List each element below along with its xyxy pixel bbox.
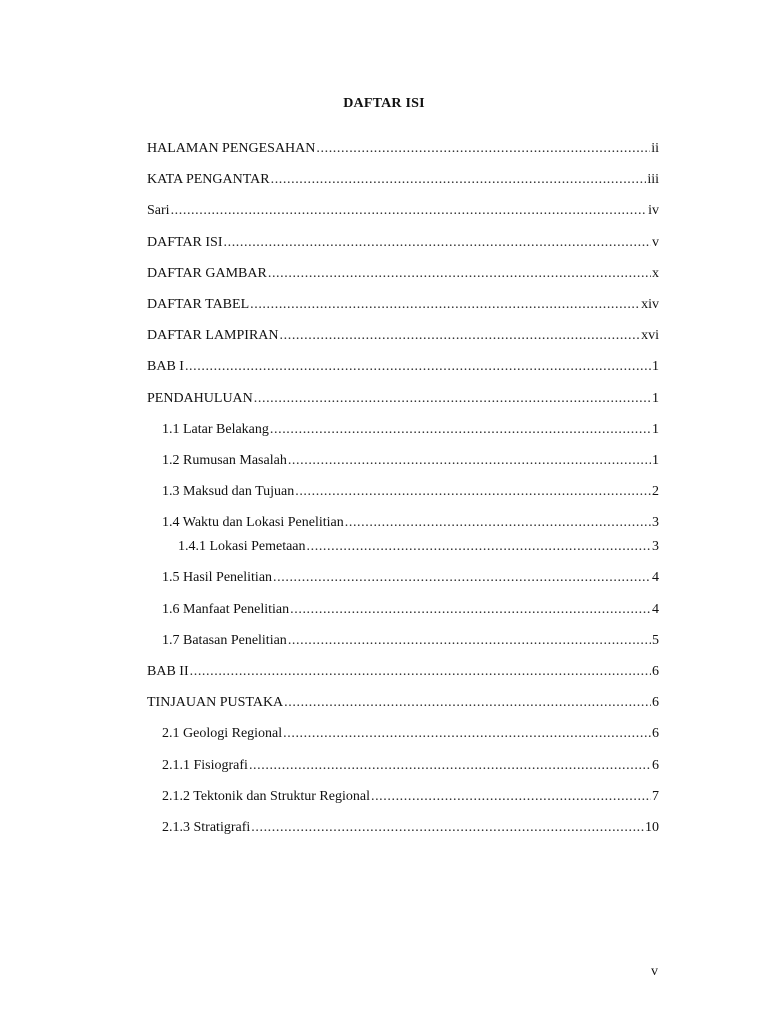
toc-entry-label: 1.3 Maksud dan Tujuan — [162, 484, 295, 500]
toc-leader-dots — [273, 568, 651, 588]
toc-leader-dots — [268, 264, 651, 284]
toc-entry-label: PENDAHULUAN — [147, 390, 253, 406]
toc-entry-label: 2.1.2 Tektonik dan Struktur Regional — [162, 788, 370, 804]
toc-entry[interactable] — [147, 693, 659, 724]
toc-entry-page: 6 — [652, 695, 659, 711]
toc-entry[interactable] — [147, 201, 659, 232]
toc-entry-label: 1.6 Manfaat Penelitian — [162, 601, 290, 617]
toc-entry[interactable] — [147, 451, 659, 482]
toc-leader-dots — [251, 818, 644, 838]
toc-entry[interactable] — [147, 724, 659, 755]
toc-leader-dots — [185, 357, 651, 377]
toc-entry-label: 1.2 Rumusan Masalah — [162, 452, 287, 468]
toc-entry-page: iii — [647, 172, 659, 188]
toc-entry-page: ii — [651, 141, 659, 156]
toc-entry[interactable] — [147, 818, 659, 849]
toc-entry[interactable] — [147, 756, 659, 787]
toc-entry-label: DAFTAR LAMPIRAN — [147, 328, 279, 344]
toc-entry[interactable] — [147, 264, 659, 295]
toc-entry[interactable] — [147, 233, 659, 264]
toc-leader-dots — [284, 693, 651, 713]
toc-entry[interactable] — [147, 482, 659, 513]
toc-entry-label: Sari — [147, 203, 170, 219]
toc-entry-label: DAFTAR TABEL — [147, 296, 250, 312]
toc-entry-label: 2.1.1 Fisiografi — [162, 757, 248, 773]
page-title: DAFTAR ISI — [343, 96, 425, 111]
toc-leader-dots — [288, 631, 651, 651]
toc-leader-dots — [283, 724, 651, 744]
toc-leader-dots — [290, 600, 651, 620]
toc-entry-page: 3 — [652, 539, 659, 555]
toc-entry-label: 2.1 Geologi Regional — [162, 726, 283, 742]
toc-entry-page: 7 — [652, 788, 659, 804]
toc-entry-label: 1.7 Batasan Penelitian — [162, 632, 287, 648]
page-number: v — [651, 964, 658, 979]
toc-leader-dots — [250, 295, 640, 315]
toc-entry-page: 1 — [652, 421, 659, 437]
toc-leader-dots — [190, 662, 651, 682]
toc-entry-label: 1.1 Latar Belakang — [162, 421, 269, 437]
toc-entry-page: xvi — [641, 328, 659, 344]
toc-entry-page: 1 — [652, 452, 659, 468]
toc-entry-page: 3 — [652, 515, 659, 531]
toc-leader-dots — [288, 451, 651, 471]
toc-entry[interactable] — [147, 600, 659, 631]
toc-leader-dots — [307, 537, 651, 557]
toc-entry[interactable] — [147, 295, 659, 326]
toc-entry[interactable] — [147, 662, 659, 693]
toc-entry[interactable] — [147, 787, 659, 818]
toc-entry-page: v — [652, 234, 659, 250]
toc-entry-label: TINJAUAN PUSTAKA — [147, 695, 284, 711]
toc-entry-label: 1.4 Waktu dan Lokasi Penelitian — [162, 515, 344, 531]
toc-leader-dots — [316, 139, 650, 159]
toc-entry-label: 1.4.1 Lokasi Pemetaan — [178, 539, 306, 555]
toc-entry[interactable] — [147, 389, 659, 420]
table-of-contents — [147, 139, 659, 849]
toc-leader-dots — [270, 420, 651, 440]
toc-entry[interactable] — [147, 357, 659, 388]
toc-leader-dots — [295, 482, 651, 502]
toc-entry-page: 6 — [652, 757, 659, 773]
toc-entry[interactable] — [147, 170, 659, 201]
toc-entry[interactable] — [147, 631, 659, 662]
toc-leader-dots — [249, 756, 651, 776]
toc-entry-page: 4 — [652, 570, 659, 586]
toc-entry[interactable] — [147, 139, 659, 170]
toc-entry-label: BAB II — [147, 664, 189, 679]
toc-entry-page: 5 — [652, 632, 659, 648]
toc-entry-page: 6 — [652, 726, 659, 742]
toc-entry-page: 4 — [652, 601, 659, 617]
toc-entry-page: 1 — [652, 390, 659, 406]
toc-leader-dots — [345, 513, 651, 533]
toc-entry-label: DAFTAR GAMBAR — [147, 265, 267, 281]
toc-entry-label: 2.1.3 Stratigrafi — [162, 819, 251, 835]
toc-entry-label: HALAMAN PENGESAHAN — [147, 141, 316, 156]
toc-leader-dots — [371, 787, 651, 807]
toc-entry[interactable] — [147, 568, 659, 599]
toc-entry-label: BAB I — [147, 359, 184, 375]
toc-leader-dots — [271, 170, 647, 190]
toc-entry-page: iv — [648, 203, 659, 219]
toc-entry[interactable] — [147, 537, 659, 568]
toc-entry[interactable] — [147, 513, 659, 537]
toc-entry-page: xiv — [641, 296, 659, 312]
toc-entry-page: 6 — [652, 664, 659, 679]
toc-entry[interactable] — [147, 420, 659, 451]
toc-entry-page: 2 — [652, 484, 659, 500]
toc-entry-label: KATA PENGANTAR — [147, 172, 270, 188]
toc-entry-page: x — [652, 265, 659, 281]
toc-entry-page: 10 — [645, 819, 659, 835]
toc-leader-dots — [171, 201, 648, 221]
toc-entry-label: DAFTAR ISI — [147, 234, 223, 250]
toc-leader-dots — [254, 389, 651, 409]
toc-entry-label: 1.5 Hasil Penelitian — [162, 570, 273, 586]
toc-entry[interactable] — [147, 326, 659, 357]
toc-entry-page: 1 — [652, 359, 659, 375]
toc-leader-dots — [224, 233, 652, 253]
toc-leader-dots — [280, 326, 641, 346]
